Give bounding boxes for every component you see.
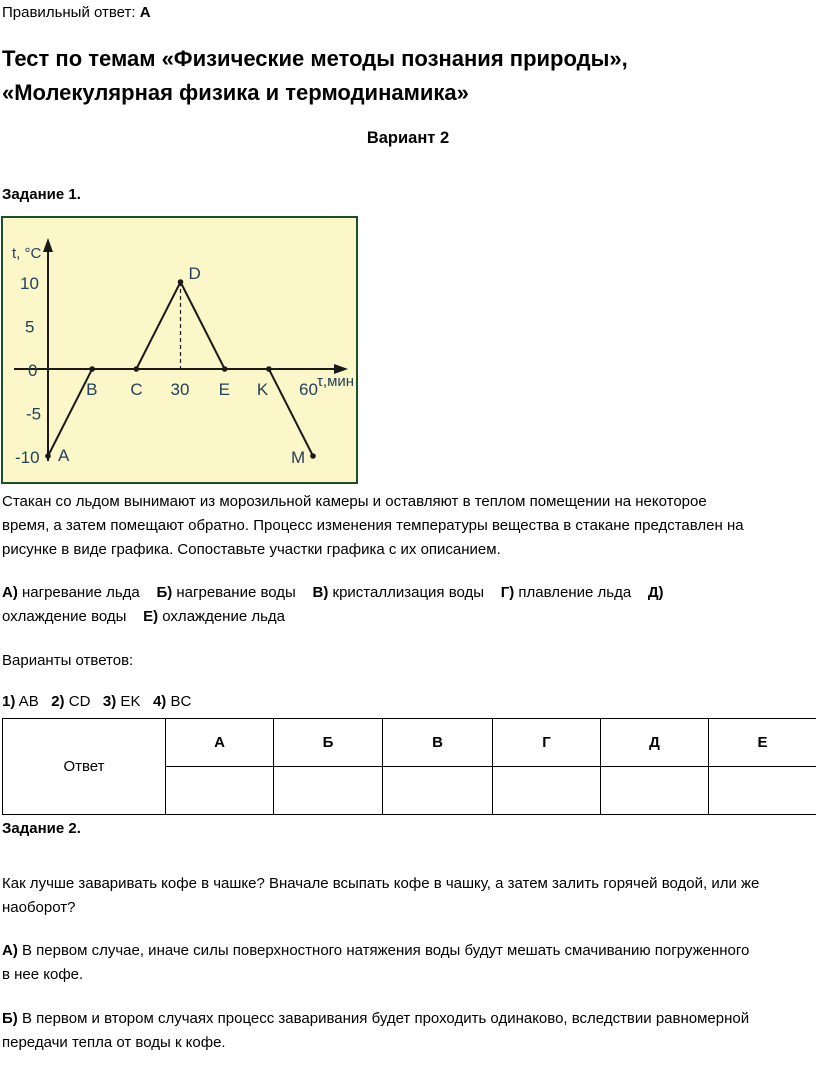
answer-col-d: Д [601, 719, 709, 767]
title-line-1: Тест по темам «Физические методы познания природы», [2, 46, 628, 71]
option-v-key: В) [312, 584, 329, 601]
answers-label: Варианты ответов: [2, 652, 134, 669]
data-point [222, 366, 228, 372]
x-tick-label: E [218, 380, 231, 399]
choice-1-num: 1) [2, 693, 16, 710]
task1-text [2, 490, 744, 562]
task2-option-b-key: Б) [2, 1010, 18, 1027]
answer-col-v: В [383, 719, 493, 767]
option-b-text: нагревание воды [172, 584, 296, 601]
choice-3-num: 3) [102, 693, 117, 710]
answer-col-b: Б [274, 719, 383, 767]
x-tick-label: 60 [299, 380, 318, 399]
option-v-text: кристаллизация воды [328, 584, 485, 601]
y-tick-label: -5 [26, 404, 42, 424]
answer-table-header-row [3, 719, 816, 767]
option-d-text: охлаждение воды [2, 608, 127, 625]
page-title [2, 42, 628, 110]
task1-text-line-3: рисунке в виде графика. Сопоставьте участки графика с их описанием. [2, 541, 501, 558]
point-label: D [188, 264, 201, 283]
task1-options [2, 581, 664, 629]
answer-row-label: Ответ [3, 719, 166, 815]
answer-col-a: А [166, 719, 274, 767]
y-tick-label: -10 [15, 448, 40, 467]
answer-table [2, 718, 816, 815]
variant-heading: Вариант 2 [366, 129, 450, 147]
task1-heading: Задание 1. [2, 186, 81, 203]
task1-text-line-2: время, а затем помещают обратно. Процесс изменения температуры вещества в стакане представлен на [2, 517, 744, 534]
task2-option-a-text-1: В первом случае, иначе силы поверхностного натяжения воды будут мешать смачиванию погруженного [17, 942, 750, 959]
choice-1-text: AB [15, 693, 39, 710]
task2-option-a-key: А) [2, 942, 18, 959]
options-line-2 [2, 605, 664, 629]
task2-heading: Задание 2. [2, 820, 81, 837]
option-b-key: Б) [156, 584, 173, 601]
data-point [45, 453, 51, 459]
correct-answer [2, 1, 151, 25]
x-tick-label: 30 [170, 380, 190, 399]
answer-choices [2, 690, 191, 714]
choice-3-text: EK [116, 693, 141, 710]
options-line-1 [2, 581, 664, 605]
answer-cell-a[interactable] [166, 767, 274, 815]
answer-col-e: Е [709, 719, 816, 767]
answer-cell-v[interactable] [383, 767, 493, 815]
task2-option-b-text-2: передачи тепла от воды к кофе. [2, 1034, 226, 1051]
task2-question-line-1: Как лучше заваривать кофе в чашке? Вначале всыпать кофе в чашку, а затем залить горячей водой, или же [2, 875, 760, 892]
task2-question-line-2: наоборот? [2, 899, 76, 916]
choice-2-text: CD [64, 693, 91, 710]
data-point [178, 279, 184, 285]
task2-option-a-text-2: в нее кофе. [2, 966, 84, 983]
correct-answer-prefix: Правильный ответ: [2, 4, 140, 21]
y-tick-label: 5 [25, 317, 35, 337]
answer-cell-b[interactable] [274, 767, 383, 815]
y-axis-label: t, °C [12, 245, 42, 262]
answer-col-g: Г [493, 719, 601, 767]
correct-answer-value: А [139, 4, 151, 21]
answer-cell-e[interactable] [709, 767, 816, 815]
data-point [266, 366, 272, 372]
x-axis-label: τ,мин [317, 373, 355, 390]
choice-4-num: 4) [152, 693, 167, 710]
option-a-text: нагревание льда [17, 584, 140, 601]
task2-option-a-line-1 [2, 939, 749, 963]
task2-option-b [2, 1007, 749, 1055]
x-tick-label: B [86, 380, 98, 399]
data-point [89, 366, 95, 372]
data-point [310, 453, 316, 459]
option-e-text: охлаждение льда [158, 608, 285, 625]
y-tick-label: 10 [20, 274, 39, 293]
point-label: M [291, 448, 306, 467]
task2-question [2, 872, 759, 920]
x-tick-label: K [256, 380, 269, 399]
choice-2-num: 2) [51, 693, 65, 710]
x-tick-label: C [130, 380, 143, 399]
answer-cell-g[interactable] [493, 767, 601, 815]
answer-cell-d[interactable] [601, 767, 709, 815]
task1-text-line-1: Стакан со льдом вынимают из морозильной камеры и оставляют в теплом помещении на некоторое [2, 493, 707, 510]
task2-option-b-line-1 [2, 1007, 749, 1031]
option-a-key: А) [2, 584, 18, 601]
data-point [134, 366, 140, 372]
option-e-key: Е) [143, 608, 159, 625]
temperature-chart [1, 216, 358, 484]
title-line-2: «Молекулярная физика и термодинамика» [2, 80, 469, 105]
point-label: A [58, 446, 70, 465]
task2-option-b-text-1: В первом и втором случаях процесс заваривания будет проходить одинаково, вследствии равномерной [17, 1010, 750, 1027]
option-d-key: Д) [647, 584, 664, 601]
y-tick-label: 0 [28, 361, 38, 380]
option-g-text: плавление льда [514, 584, 632, 601]
choice-4-text: BC [166, 693, 192, 710]
option-g-key: Г) [500, 584, 515, 601]
task2-option-a [2, 939, 749, 987]
